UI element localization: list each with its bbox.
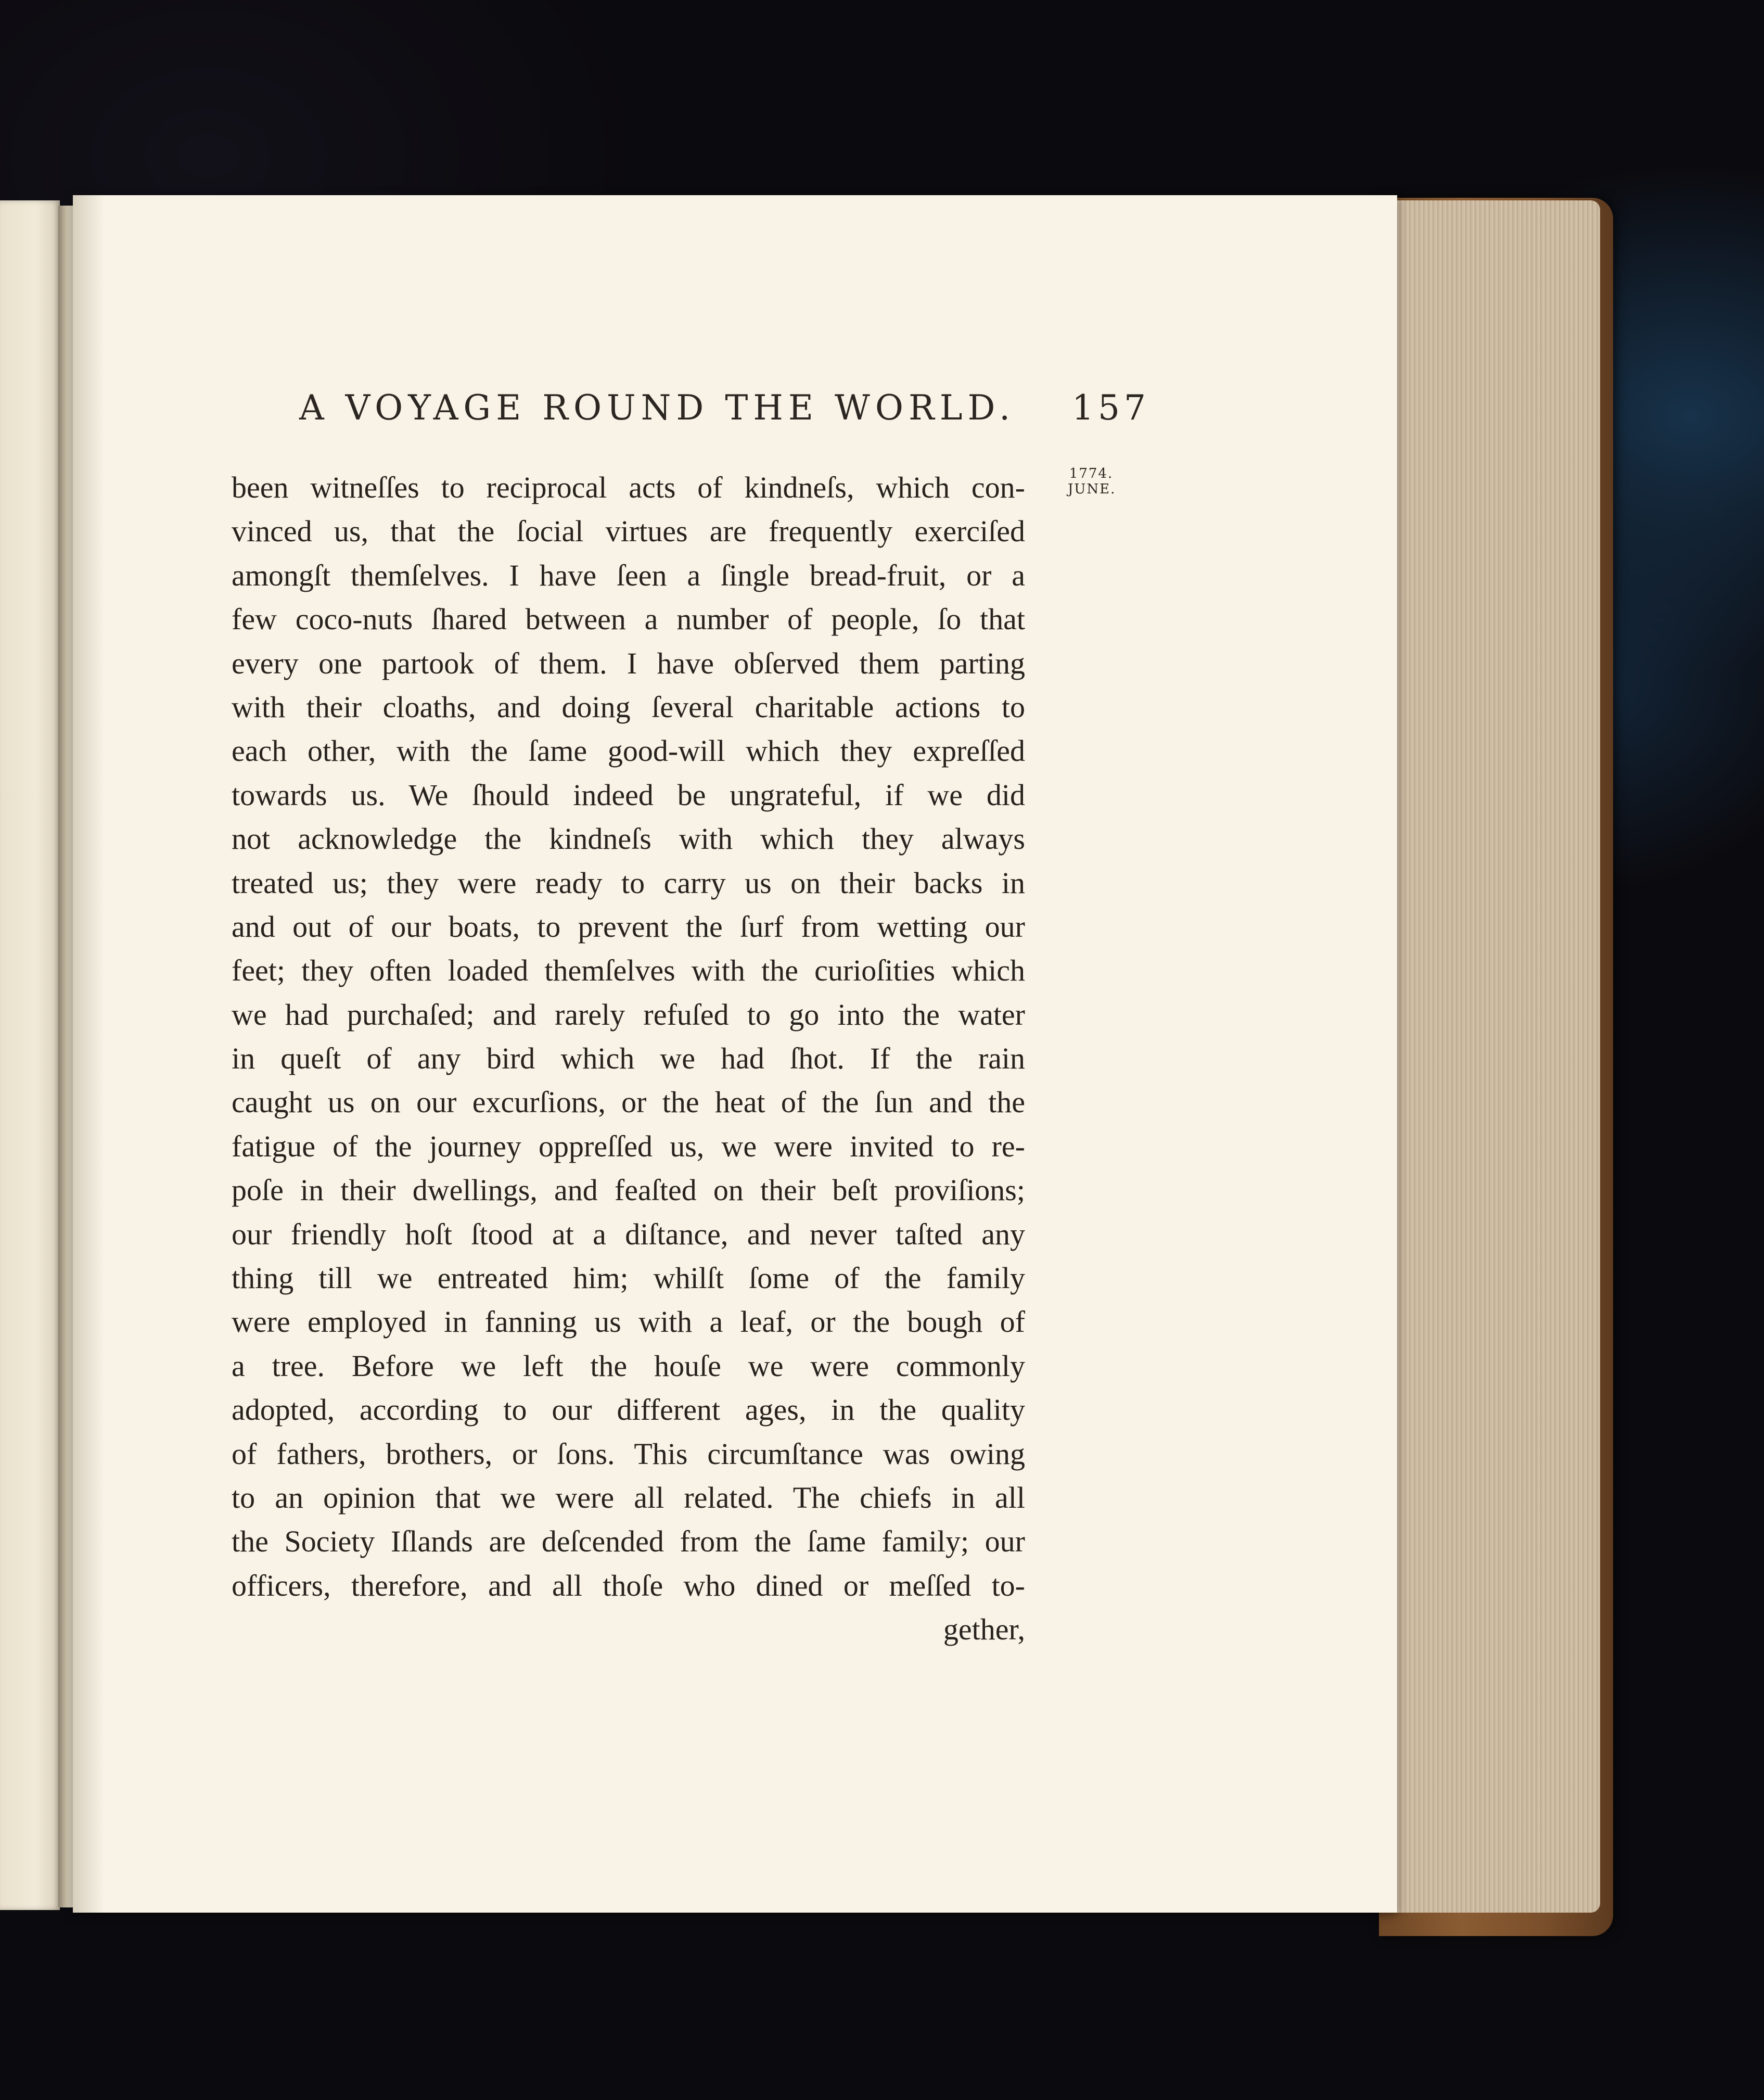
text-line: thing till we entreated him; whilſt ſome of the family xyxy=(232,1261,1025,1295)
text-line: officers, therefore, and all thoſe who dined or meſſed to- xyxy=(232,1568,1025,1602)
text-line: in queſt of any bird which we had ſhot. If the rain xyxy=(232,1041,1025,1076)
text-line: adopted, according to our different ages, in the quality xyxy=(232,1393,1025,1427)
catchword: gether, xyxy=(943,1612,1025,1647)
margin-note-year: 1774. xyxy=(1069,466,1114,481)
text-line: our friendly hoſt ſtood at a diſtance, and never taſted any xyxy=(232,1217,1025,1251)
text-line: and out of our boats, to prevent the ſurf from wetting our xyxy=(232,909,1025,944)
text-line: a tree. Before we left the houſe we were commonly xyxy=(232,1348,1025,1383)
left-page-edge xyxy=(0,200,60,1910)
margin-note xyxy=(1068,466,1115,497)
text-line: were employed in fanning us with a leaf, or the bough of xyxy=(232,1305,1025,1339)
running-head: A VOYAGE ROUND THE WORLD. xyxy=(299,388,1016,428)
text-line: amongſt themſelves. I have ſeen a ſingle bread-fruit, or a xyxy=(232,558,1025,592)
text-line: feet; they often loaded themſelves with the curioſities which xyxy=(232,953,1025,988)
text-line: towards us. We ſhould indeed be ungrateful, if we did xyxy=(232,778,1025,812)
text-line: the Society Iſlands are deſcended from the ſame family; our xyxy=(232,1524,1025,1559)
text-line: been witneſſes to reciprocal acts of kindneſs, which con- xyxy=(232,470,1025,504)
text-line: few coco-nuts ſhared between a number of people, ſo that xyxy=(232,602,1025,637)
text-line: to an opinion that we were all related. The chiefs in all xyxy=(232,1480,1025,1514)
text-line: poſe in their dwellings, and feaſted on their beſt proviſions; xyxy=(232,1173,1025,1207)
margin-note-month: JUNE. xyxy=(1068,481,1116,497)
text-line: not acknowledge the kindneſs with which they always xyxy=(232,822,1025,856)
text-line: every one partook of them. I have obſerved them parting xyxy=(232,646,1025,680)
text-line: each other, with the ſame good-will which they expreſſed xyxy=(232,734,1025,768)
text-line: caught us on our excurſions, or the heat of the ſun and the xyxy=(232,1085,1025,1119)
body-text xyxy=(232,466,1025,1652)
text-line: with their cloaths, and doing ſeveral charitable actions to xyxy=(232,690,1025,724)
page-edges xyxy=(1397,200,1600,1913)
text-line: of fathers, brothers, or ſons. This circumſtance was owing xyxy=(232,1436,1025,1471)
text-line: fatigue of the journey oppreſſed us, we were invited to re- xyxy=(232,1129,1025,1163)
text-line: vinced us, that the ſocial virtues are frequently exerciſed xyxy=(232,514,1025,549)
text-line: treated us; they were ready to carry us on their backs in xyxy=(232,866,1025,900)
text-line: we had purchaſed; and rarely refuſed to go into the water xyxy=(232,997,1025,1032)
page-shadow xyxy=(73,195,104,1913)
page-number: 157 xyxy=(1072,388,1150,428)
book-gutter xyxy=(58,206,74,1907)
